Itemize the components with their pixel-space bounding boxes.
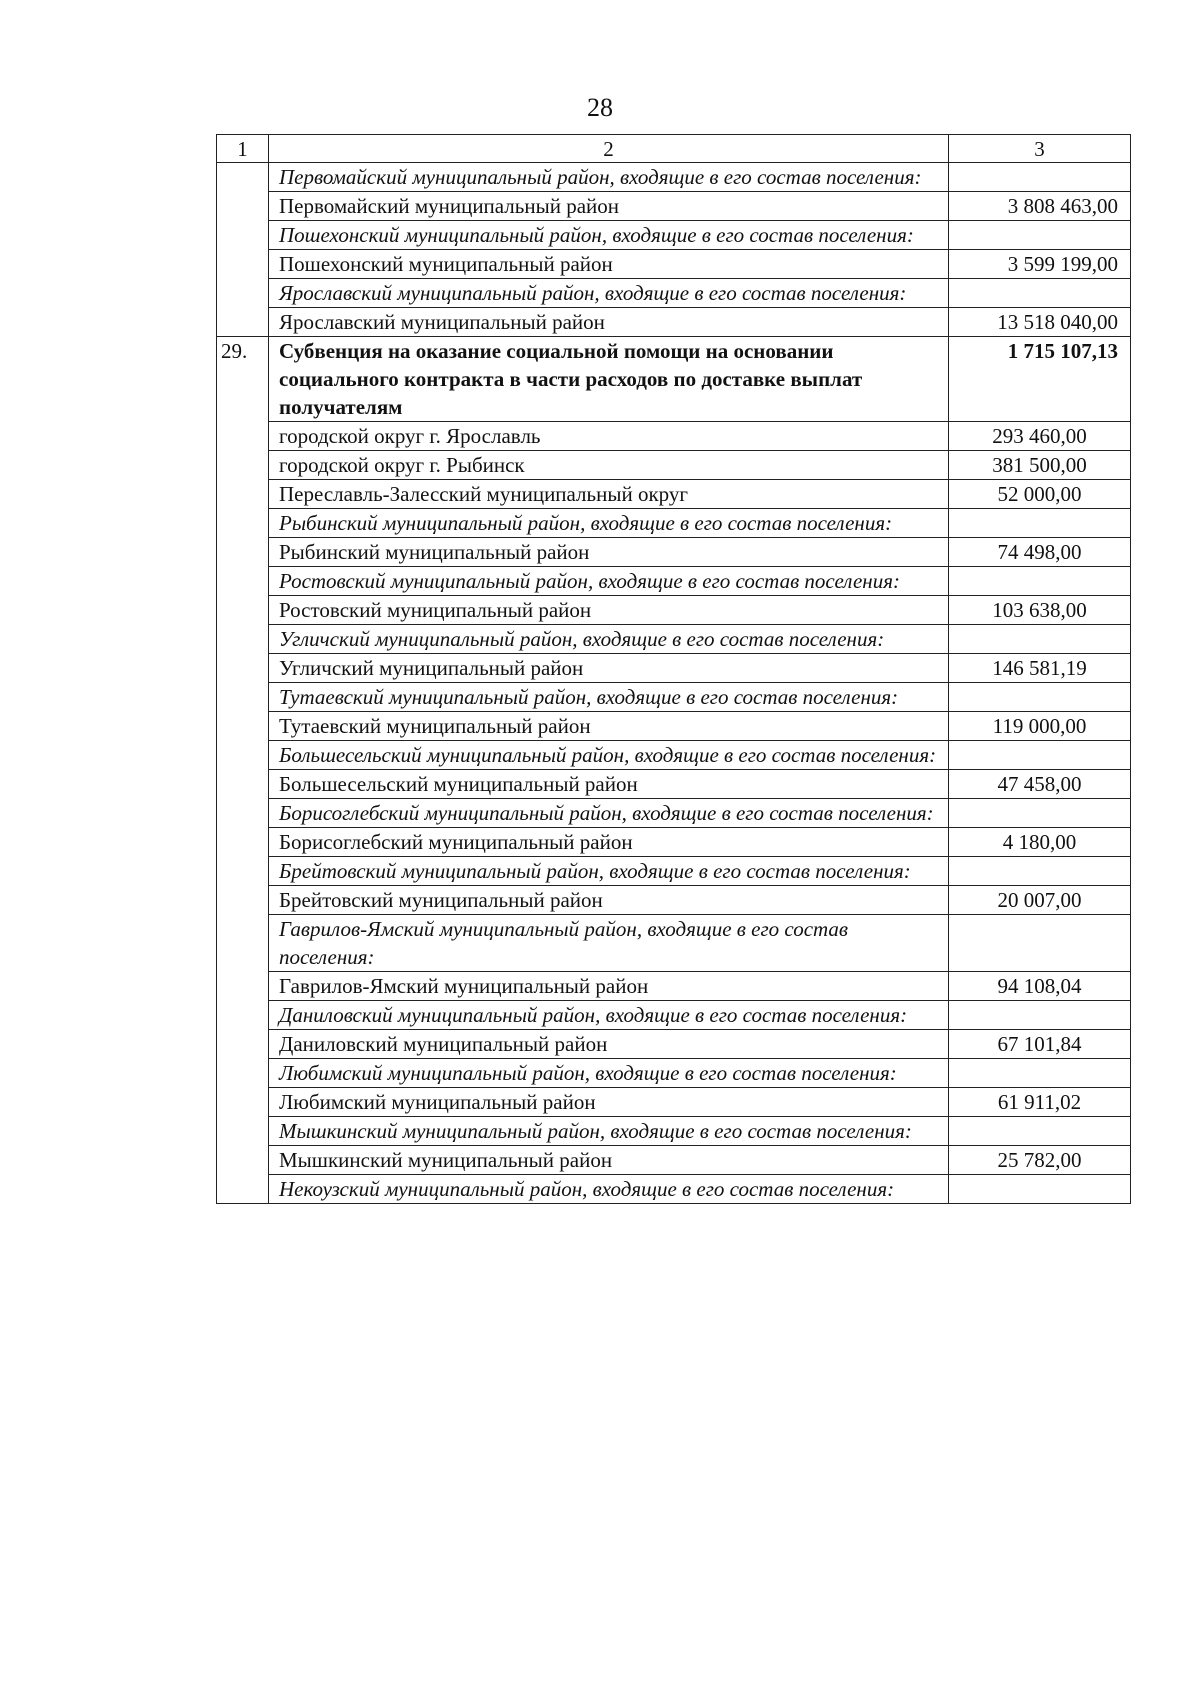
table-row (217, 857, 1131, 886)
table-row (217, 972, 1131, 1001)
row-description: Большесельский муниципальный район (269, 770, 949, 799)
row-description: городской округ г. Ярославль (269, 422, 949, 451)
table-row (217, 799, 1131, 828)
row-description: Переславль-Залесский муниципальный округ (269, 480, 949, 509)
table-row (217, 1030, 1131, 1059)
header-col-1: 1 (217, 135, 269, 163)
table-body (217, 163, 1131, 1204)
table-row (217, 221, 1131, 250)
table-row (217, 1175, 1131, 1204)
row-description: Гаврилов-Ямский муниципальный район (269, 972, 949, 1001)
row-amount: 94 108,04 (949, 972, 1131, 1001)
row-description: Брейтовский муниципальный район, входящие в его состав поселения: (269, 857, 949, 886)
row-amount: 3 808 463,00 (949, 192, 1131, 221)
table-row (217, 480, 1131, 509)
row-number (217, 163, 269, 192)
table-row (217, 915, 1131, 972)
row-number (217, 480, 269, 509)
row-description: городской округ г. Рыбинск (269, 451, 949, 480)
row-amount (949, 221, 1131, 250)
table-row (217, 741, 1131, 770)
row-amount: 146 581,19 (949, 654, 1131, 683)
row-amount: 67 101,84 (949, 1030, 1131, 1059)
table-row (217, 1146, 1131, 1175)
row-description: Рыбинский муниципальный район, входящие в его состав поселения: (269, 509, 949, 538)
row-number (217, 422, 269, 451)
row-description: Ярославский муниципальный район (269, 308, 949, 337)
header-col-2: 2 (269, 135, 949, 163)
row-amount: 74 498,00 (949, 538, 1131, 567)
row-amount: 25 782,00 (949, 1146, 1131, 1175)
table-row (217, 538, 1131, 567)
row-number (217, 712, 269, 741)
row-amount: 103 638,00 (949, 596, 1131, 625)
allocation-table (216, 134, 1131, 1204)
row-description: Борисоглебский муниципальный район (269, 828, 949, 857)
row-number (217, 799, 269, 828)
row-number (217, 221, 269, 250)
row-description: Угличский муниципальный район (269, 654, 949, 683)
row-description: Угличский муниципальный район, входящие в его состав поселения: (269, 625, 949, 654)
row-amount (949, 1059, 1131, 1088)
row-number (217, 1088, 269, 1117)
row-description: Первомайский муниципальный район (269, 192, 949, 221)
row-number (217, 451, 269, 480)
row-number (217, 250, 269, 279)
row-description: Рыбинский муниципальный район (269, 538, 949, 567)
row-number (217, 538, 269, 567)
row-number (217, 1175, 269, 1204)
row-description: Мышкинский муниципальный район, входящие в его состав поселения: (269, 1117, 949, 1146)
row-amount (949, 799, 1131, 828)
row-amount: 381 500,00 (949, 451, 1131, 480)
row-number (217, 972, 269, 1001)
row-description: Любимский муниципальный район (269, 1088, 949, 1117)
row-amount (949, 915, 1131, 972)
row-number (217, 915, 269, 972)
row-description: Мышкинский муниципальный район (269, 1146, 949, 1175)
table-row (217, 1059, 1131, 1088)
row-description: Любимский муниципальный район, входящие в его состав поселения: (269, 1059, 949, 1088)
table-row (217, 192, 1131, 221)
table-row (217, 1001, 1131, 1030)
row-amount: 61 911,02 (949, 1088, 1131, 1117)
row-description: Некоузский муниципальный район, входящие в его состав поселения: (269, 1175, 949, 1204)
table-row (217, 712, 1131, 741)
row-amount: 20 007,00 (949, 886, 1131, 915)
table-row (217, 770, 1131, 799)
row-number (217, 828, 269, 857)
table-row (217, 683, 1131, 712)
row-description: Брейтовский муниципальный район (269, 886, 949, 915)
row-description: Большесельский муниципальный район, входящие в его состав поселения: (269, 741, 949, 770)
table-row (217, 451, 1131, 480)
row-number: 29. (217, 337, 269, 422)
table-row (217, 337, 1131, 422)
row-amount (949, 1117, 1131, 1146)
row-number (217, 1030, 269, 1059)
row-number (217, 857, 269, 886)
row-description: Субвенция на оказание социальной помощи на основании социального контракта в части расходов по доставке выплат получателям (269, 337, 949, 422)
row-description: Пошехонский муниципальный район, входящие в его состав поселения: (269, 221, 949, 250)
row-amount (949, 625, 1131, 654)
row-number (217, 1001, 269, 1030)
table-row (217, 1088, 1131, 1117)
row-description: Борисоглебский муниципальный район, входящие в его состав поселения: (269, 799, 949, 828)
table-row (217, 625, 1131, 654)
row-amount: 52 000,00 (949, 480, 1131, 509)
row-number (217, 192, 269, 221)
row-number (217, 596, 269, 625)
row-amount: 13 518 040,00 (949, 308, 1131, 337)
row-description: Гаврилов-Ямский муниципальный район, входящие в его состав поселения: (269, 915, 949, 972)
table-row (217, 567, 1131, 596)
row-number (217, 741, 269, 770)
table-row (217, 509, 1131, 538)
table-row (217, 308, 1131, 337)
row-amount: 3 599 199,00 (949, 250, 1131, 279)
row-amount: 1 715 107,13 (949, 337, 1131, 422)
row-description: Ростовский муниципальный район (269, 596, 949, 625)
row-number (217, 654, 269, 683)
row-amount (949, 1175, 1131, 1204)
row-number (217, 1059, 269, 1088)
row-amount (949, 163, 1131, 192)
row-description: Пошехонский муниципальный район (269, 250, 949, 279)
table-row (217, 654, 1131, 683)
header-col-3: 3 (949, 135, 1131, 163)
row-number (217, 625, 269, 654)
page-number: 28 (587, 93, 613, 122)
row-number (217, 1146, 269, 1175)
row-number (217, 279, 269, 308)
row-number (217, 886, 269, 915)
row-number (217, 308, 269, 337)
row-amount (949, 567, 1131, 596)
table-row (217, 1117, 1131, 1146)
table-row (217, 886, 1131, 915)
row-amount (949, 1001, 1131, 1030)
row-description: Тутаевский муниципальный район (269, 712, 949, 741)
table-row (217, 422, 1131, 451)
row-amount (949, 279, 1131, 308)
row-amount (949, 509, 1131, 538)
table-header-row (217, 135, 1131, 163)
table-row (217, 596, 1131, 625)
row-amount: 47 458,00 (949, 770, 1131, 799)
row-amount (949, 683, 1131, 712)
row-description: Даниловский муниципальный район (269, 1030, 949, 1059)
row-number (217, 770, 269, 799)
row-amount: 4 180,00 (949, 828, 1131, 857)
row-amount: 293 460,00 (949, 422, 1131, 451)
table-row (217, 279, 1131, 308)
row-amount (949, 857, 1131, 886)
row-number (217, 683, 269, 712)
row-description: Ярославский муниципальный район, входящие в его состав поселения: (269, 279, 949, 308)
row-number (217, 1117, 269, 1146)
row-description: Ростовский муниципальный район, входящие в его состав поселения: (269, 567, 949, 596)
table-row (217, 828, 1131, 857)
table-row (217, 250, 1131, 279)
row-number (217, 509, 269, 538)
row-description: Даниловский муниципальный район, входящие в его состав поселения: (269, 1001, 949, 1030)
row-description: Первомайский муниципальный район, входящие в его состав поселения: (269, 163, 949, 192)
table-row (217, 163, 1131, 192)
row-amount: 119 000,00 (949, 712, 1131, 741)
row-amount (949, 741, 1131, 770)
row-number (217, 567, 269, 596)
row-description: Тутаевский муниципальный район, входящие в его состав поселения: (269, 683, 949, 712)
